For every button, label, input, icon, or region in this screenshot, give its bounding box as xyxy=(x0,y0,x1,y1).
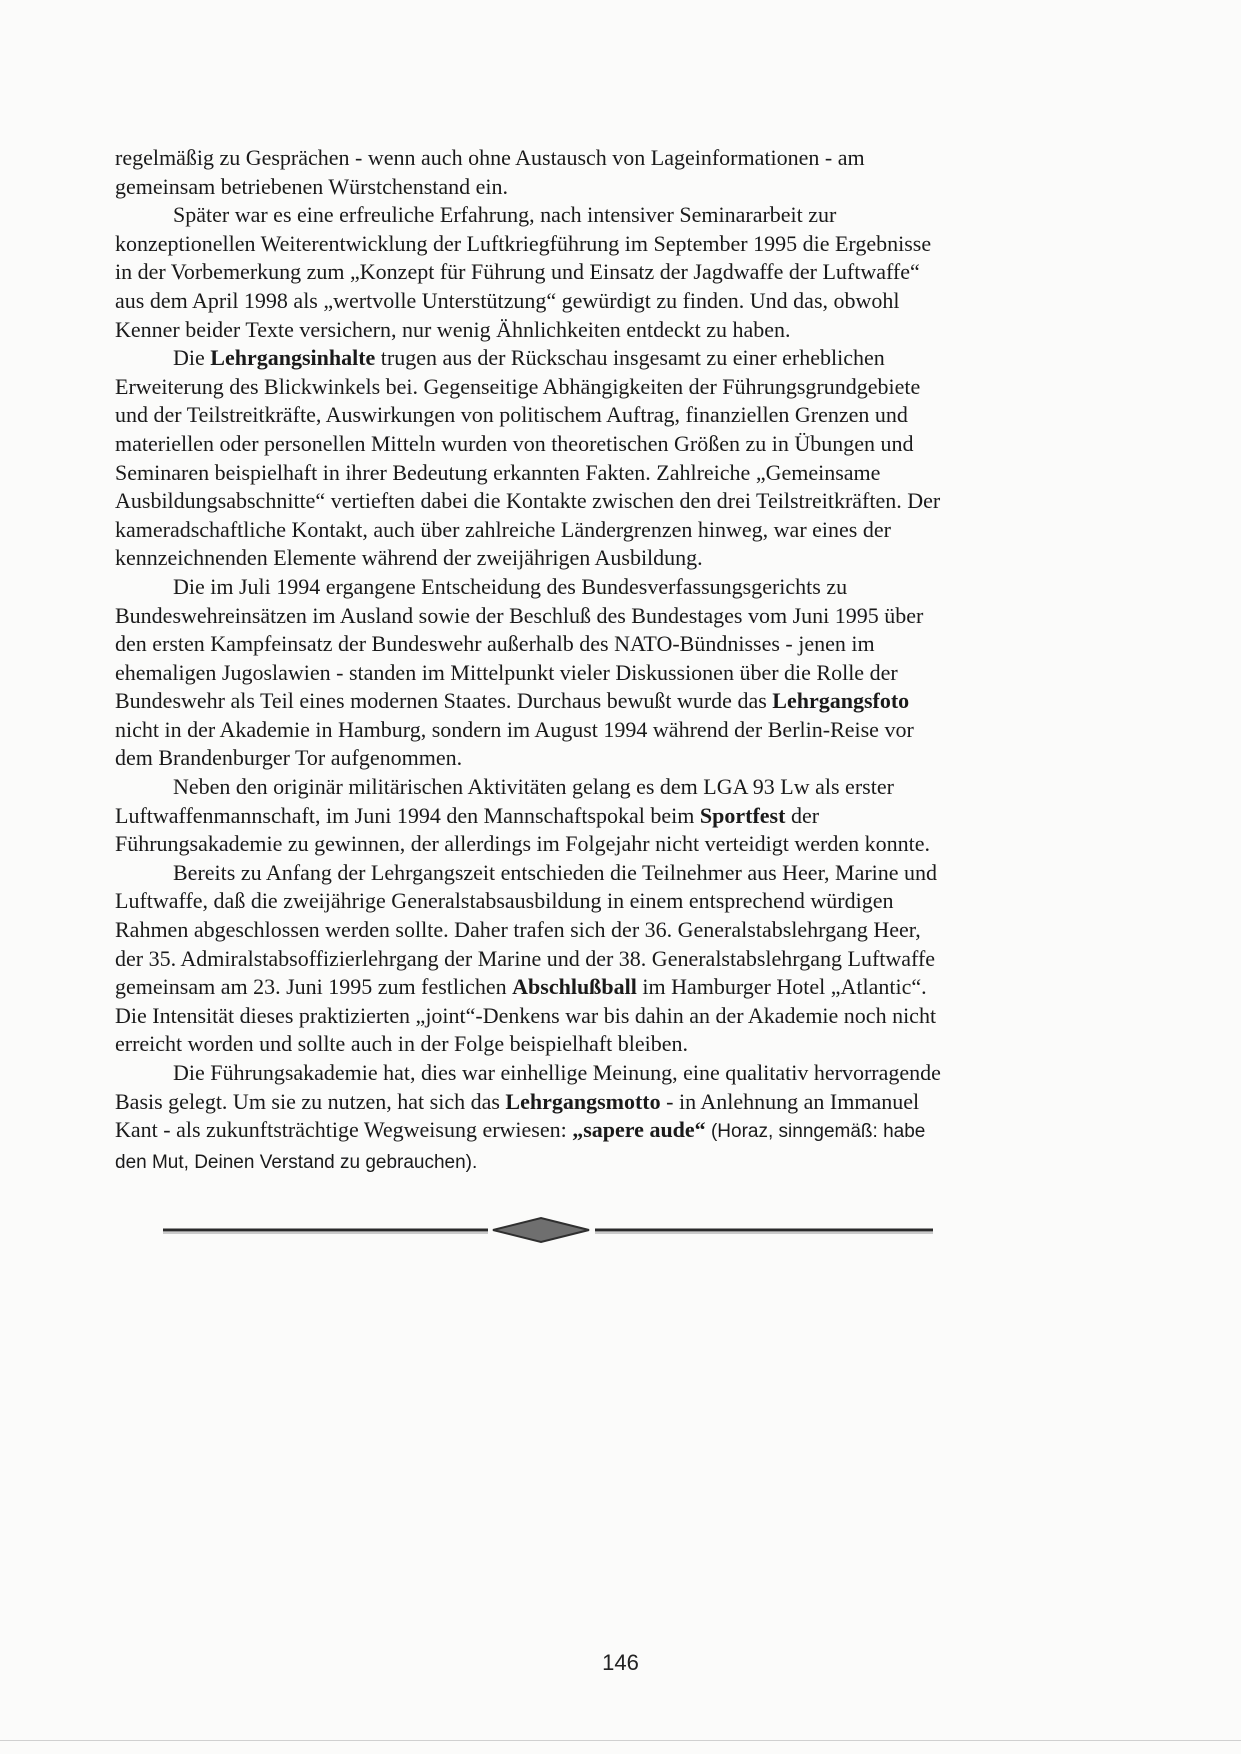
text-line xyxy=(115,201,1055,230)
text-line xyxy=(115,1147,1055,1178)
text-line xyxy=(115,744,1055,773)
text-run: gemeinsam am 23. Juni 1995 zum festlichen xyxy=(115,974,513,1000)
text-line xyxy=(115,430,1055,459)
text-line xyxy=(115,716,1055,745)
text-run: - in Anlehnung an Immanuel xyxy=(660,1088,920,1114)
text-line xyxy=(115,1088,1055,1117)
paragraph xyxy=(115,144,1055,201)
text-line xyxy=(115,602,1055,631)
text-run: Kenner beider Texte versichern, nur wenig Ähnlichkeiten entdeckt zu haben. xyxy=(115,316,791,342)
text-line xyxy=(115,630,1055,659)
text-line xyxy=(115,373,1055,402)
text-line xyxy=(115,659,1055,688)
text-line xyxy=(115,459,1055,488)
text-run: trugen aus der Rückschau insgesamt zu einer erheblichen xyxy=(375,345,885,371)
text-run: Die Führungsakademie hat, dies war einhellige Meinung, eine qualitativ hervorragende xyxy=(173,1060,941,1085)
text-run: im Hamburger Hotel „Atlantic“. xyxy=(636,974,927,1000)
text-line xyxy=(115,258,1055,287)
text-run: Basis gelegt. Um sie zu nutzen, hat sich das xyxy=(115,1088,506,1114)
text-run: Neben den originär militärischen Aktivitäten gelang es dem LGA 93 Lw als erster xyxy=(173,774,894,800)
text-line xyxy=(115,230,1055,259)
text-run: Führungsakademie zu gewinnen, der allerdings im Folgejahr nicht verteidigt werden konnte. xyxy=(115,831,930,857)
text-line xyxy=(115,1059,1055,1088)
text-run: aus dem April 1998 als „wertvolle Unterstützung“ gewürdigt zu finden. Und das, obwohl xyxy=(115,287,900,313)
bold-term: „sapere aude“ xyxy=(572,1117,706,1143)
paragraph xyxy=(115,573,1055,773)
text-line xyxy=(115,144,1055,173)
text-run: regelmäßig zu Gesprächen - wenn auch ohne Austausch von Lageinformationen - am xyxy=(115,145,865,170)
text-line xyxy=(115,916,1055,945)
text-line xyxy=(115,945,1055,974)
text-run: in der Vorbemerkung zum „Konzept für Führung und Einsatz der Jagdwaffe der Luftwaffe“ xyxy=(115,259,920,285)
text-run: kameradschaftliche Kontakt, auch über zahlreiche Ländergrenzen hinweg, war eines der xyxy=(115,516,891,542)
text-run: gemeinsam betriebenen Würstchenstand ein. xyxy=(115,173,509,199)
text-line xyxy=(115,830,1055,859)
text-run: Die Intensität dieses praktizierten „joint“-Denkens war bis dahin an der Akademie noch nicht xyxy=(115,1002,937,1028)
text-run: Luftwaffe, daß die zweijährige Generalstabsausbildung in einem entsprechend würdigen xyxy=(115,888,894,914)
text-line xyxy=(115,344,1055,373)
paragraph xyxy=(115,1059,1055,1177)
text-run: und der Teilstreitkräfte, Auswirkungen von politischem Auftrag, finanziellen Grenzen und xyxy=(115,402,908,428)
bold-term: Abschlußball xyxy=(512,974,637,1000)
text-line xyxy=(115,401,1055,430)
text-line xyxy=(115,687,1055,716)
text-run: materiellen oder personellen Mitteln wurden von theoretischen Größen zu in Übungen und xyxy=(115,430,914,456)
body-text xyxy=(115,144,1055,1177)
text-run: Die xyxy=(173,345,211,371)
text-line xyxy=(115,573,1055,602)
paragraph xyxy=(115,201,1055,344)
text-run: konzeptionellen Weiterentwicklung der Luftkriegführung im September 1995 die Ergebnisse xyxy=(115,230,932,256)
bottom-scan-edge xyxy=(0,1740,1241,1741)
bold-term: Sportfest xyxy=(699,802,786,828)
text-run: Kant - als zukunftsträchtige Wegweisung erwiesen: xyxy=(115,1117,573,1143)
text-run: ehemaligen Jugoslawien - standen im Mittelpunkt vieler Diskussionen über die Rolle der xyxy=(115,659,898,685)
text-line xyxy=(115,859,1055,888)
text-line xyxy=(115,487,1055,516)
text-line xyxy=(115,802,1055,831)
text-line xyxy=(115,887,1055,916)
bold-term: Lehrgangsmotto xyxy=(505,1088,661,1114)
text-run: dem Brandenburger Tor aufgenommen. xyxy=(115,745,463,771)
text-run: Luftwaffenmannschaft, im Juni 1994 den Mannschaftspokal beim xyxy=(115,802,700,828)
text-line xyxy=(115,1116,1055,1147)
text-run: den Mut, Deinen Verstand zu gebrauchen). xyxy=(115,1151,478,1173)
text-line xyxy=(115,973,1055,1002)
text-line xyxy=(115,316,1055,345)
paragraph xyxy=(115,859,1055,1059)
text-run: Rahmen abgeschlossen werden sollte. Daher trafen sich der 36. Generalstabslehrgang Heer, xyxy=(115,917,921,943)
text-run: Bundeswehreinsätzen im Ausland sowie der Beschluß des Bundestages vom Juni 1995 über xyxy=(115,602,924,628)
page-number: 146 xyxy=(602,1650,639,1675)
text-run: Erweiterung des Blickwinkels bei. Gegenseitige Abhängigkeiten der Führungsgrundgebiete xyxy=(115,373,921,399)
text-line xyxy=(115,287,1055,316)
paragraph xyxy=(115,773,1055,859)
paragraph xyxy=(115,344,1055,573)
text-run: Ausbildungsabschnitte“ vertieften dabei die Kontakte zwischen den drei Teilstreitkräften. Der xyxy=(115,488,941,514)
text-line xyxy=(115,1002,1055,1031)
text-run: den ersten Kampfeinsatz der Bundeswehr außerhalb des NATO-Bündnisses - jenen im xyxy=(115,631,875,657)
text-run: Die im Juli 1994 ergangene Entscheidung des Bundesverfassungsgerichts zu xyxy=(173,573,848,599)
text-run: der 35. Admiralstabsoffizierlehrgang der Marine und der 38. Generalstabslehrgang Luftwaffe xyxy=(115,945,936,971)
text-run: Seminaren beispielhaft in ihrer Bedeutung erkannten Fakten. Zahlreiche „Gemeinsame xyxy=(115,459,881,485)
text-run: erreicht worden und sollte auch in der Folge beispielhaft bleiben. xyxy=(115,1031,689,1057)
text-line xyxy=(115,773,1055,802)
text-line xyxy=(115,1030,1055,1059)
text-run: (Horaz, sinngemäß: habe xyxy=(705,1121,926,1143)
text-run: nicht in der Akademie in Hamburg, sondern im August 1994 während der Berlin-Reise vor xyxy=(115,716,914,742)
diamond-icon xyxy=(493,1218,589,1242)
bold-term: Lehrgangsfoto xyxy=(772,688,910,714)
text-line xyxy=(115,173,1055,202)
text-run: Bundeswehr als Teil eines modernen Staates. Durchaus bewußt wurde das xyxy=(115,688,773,714)
text-line xyxy=(115,516,1055,545)
text-run: kennzeichnenden Elemente während der zweijährigen Ausbildung. xyxy=(115,545,703,571)
text-line xyxy=(115,544,1055,573)
bold-term: Lehrgangsinhalte xyxy=(210,345,376,371)
text-run: Bereits zu Anfang der Lehrgangszeit entschieden die Teilnehmer aus Heer, Marine und xyxy=(173,859,938,885)
text-run: der xyxy=(785,802,820,828)
ornamental-divider xyxy=(163,1215,933,1245)
text-run: Später war es eine erfreuliche Erfahrung, nach intensiver Seminararbeit zur xyxy=(173,202,837,228)
